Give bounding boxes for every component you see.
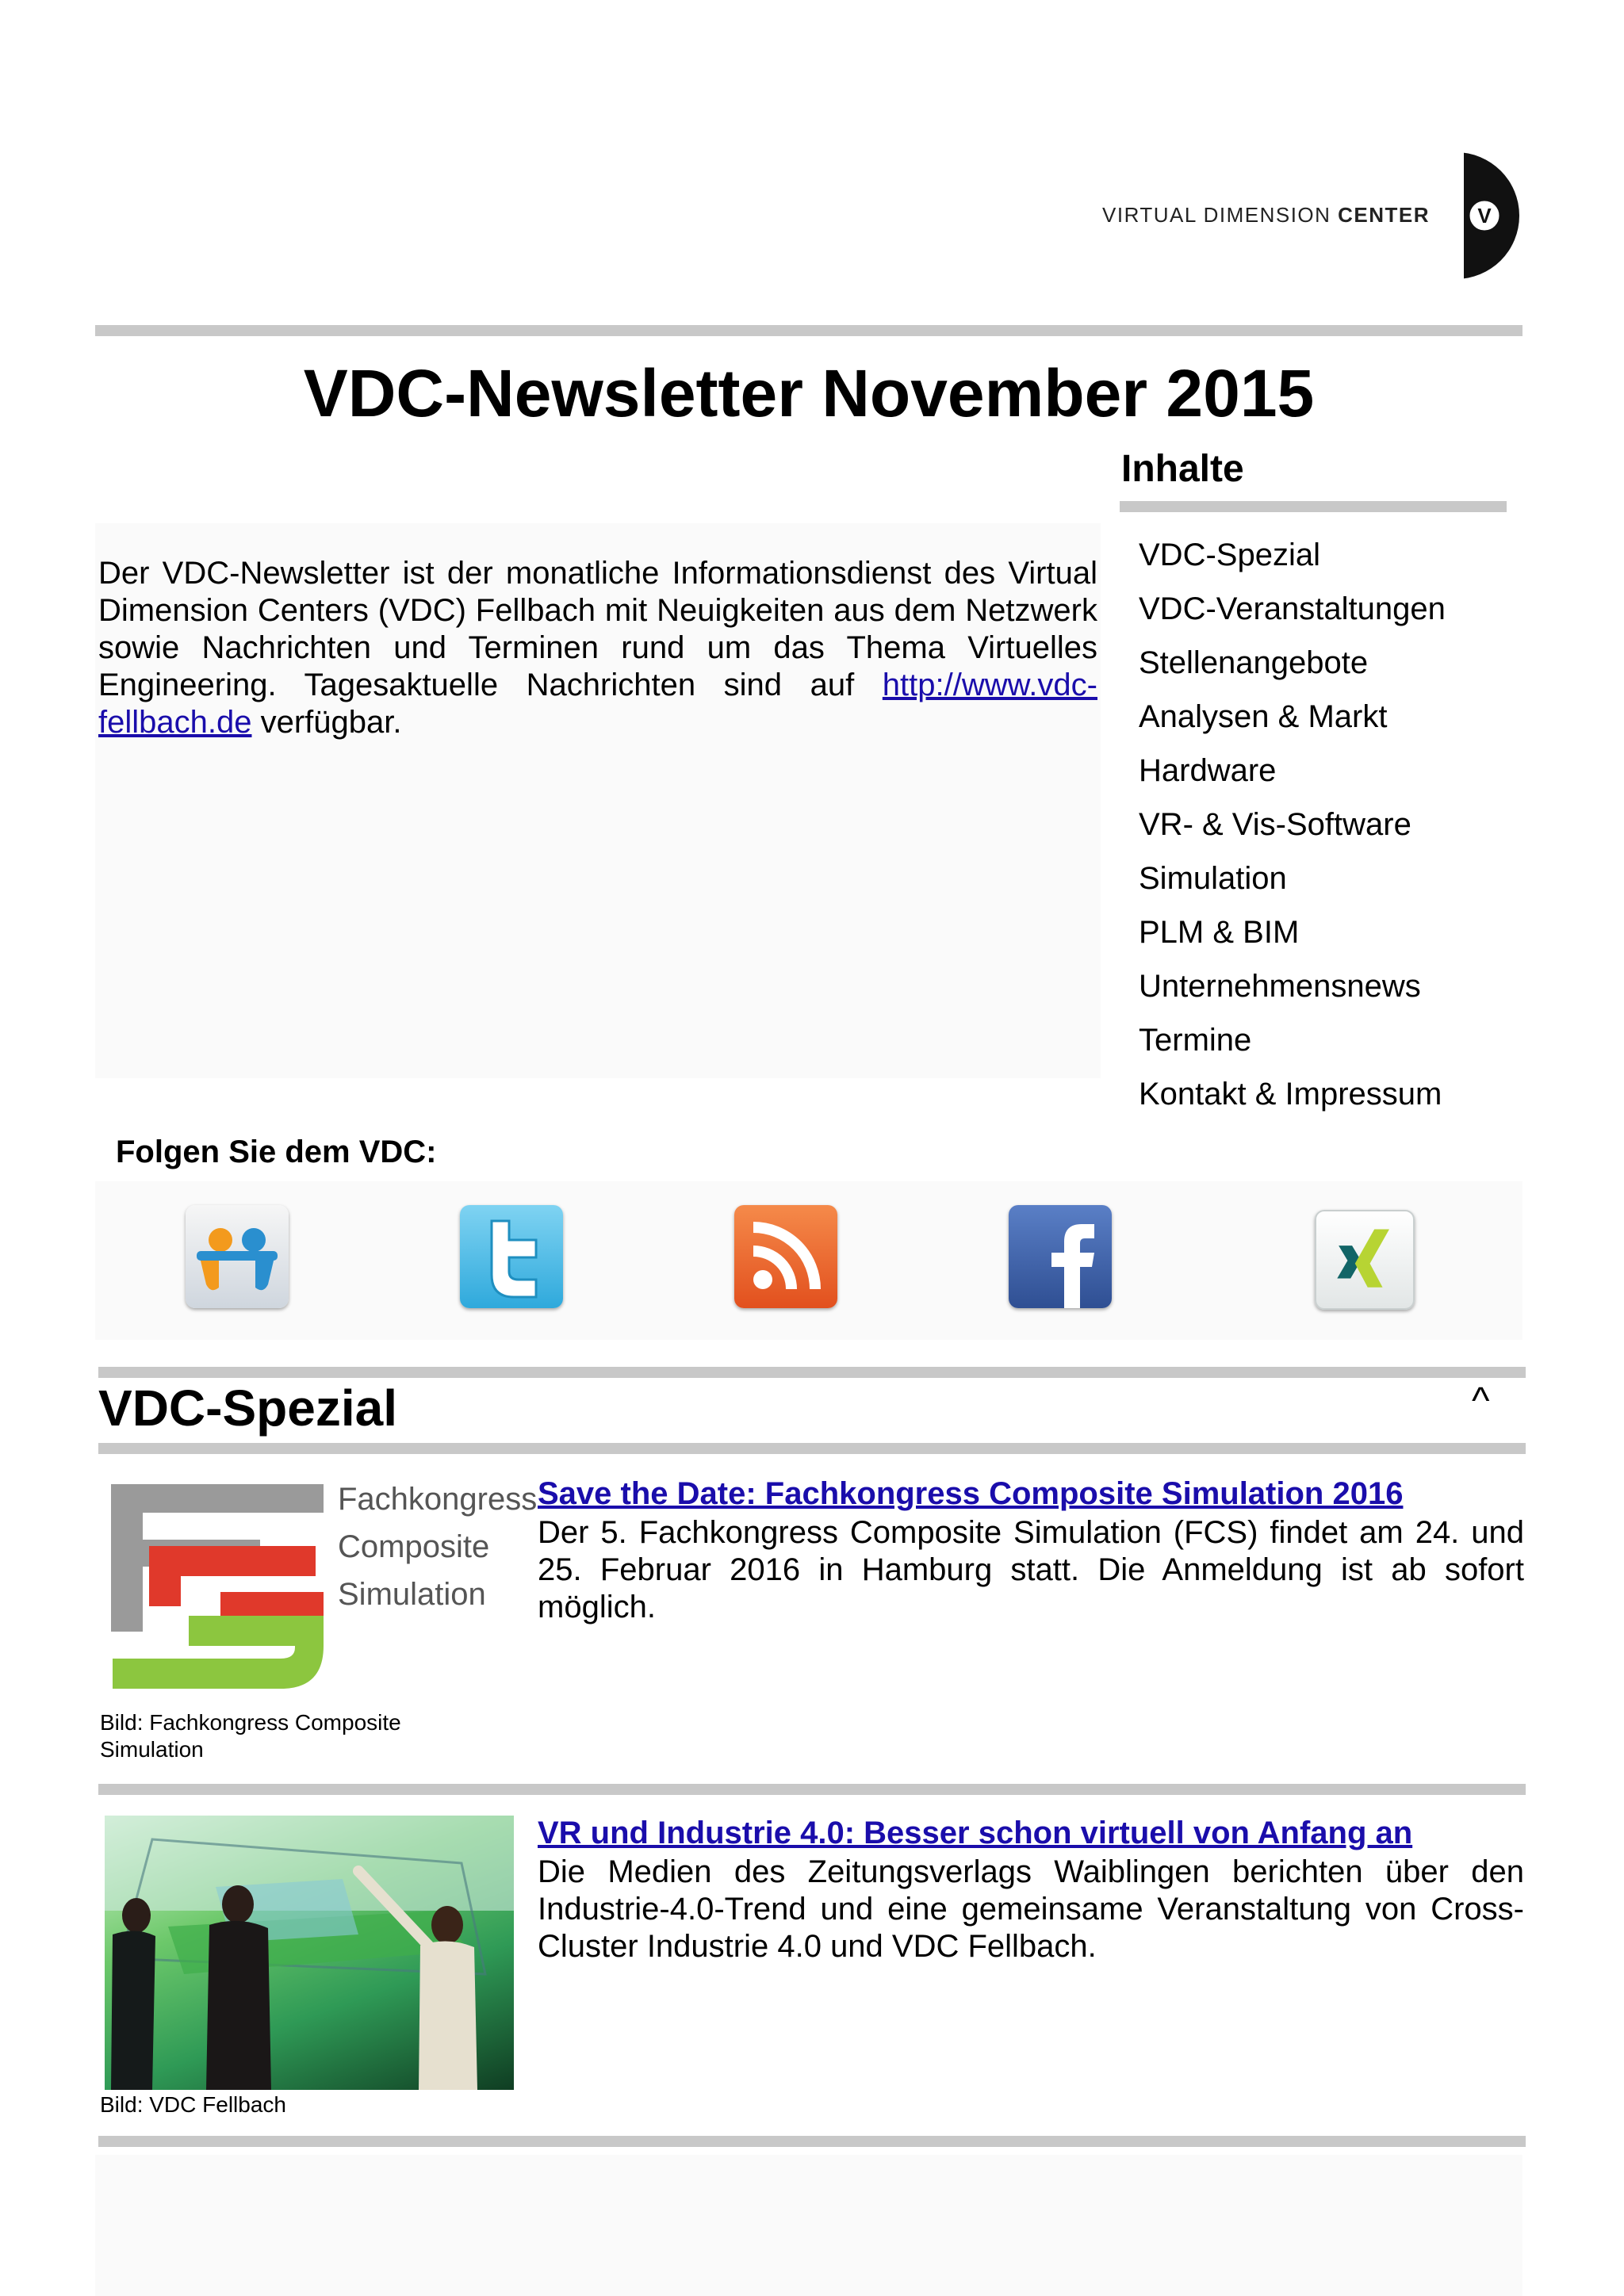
article-body-industrie: Die Medien des Zeitungsverlags Waiblingen berichten über den Industrie-4.0-Trend und eine gemeinsame Veranstaltung von Cross-Cluster Industrie 4.0 und VDC Fellbach. (538, 1854, 1524, 1964)
logo-wordmark: VIRTUAL DIMENSION CENTER (1102, 203, 1431, 227)
intro-suffix: verfügbar. (251, 705, 402, 740)
svg-text:Composite: Composite (338, 1529, 490, 1564)
svg-text:V: V (1477, 204, 1492, 228)
article-link-industrie[interactable]: VR und Industrie 4.0: Besser schon virtuell von Anfang an (538, 1816, 1413, 1850)
facebook-icon[interactable] (1009, 1205, 1112, 1308)
toc-heading: Inhalte (1121, 448, 1244, 490)
header-divider (95, 325, 1522, 336)
toc-item-analysen[interactable]: Analysen & Markt (1139, 699, 1388, 734)
section-bottom-divider (98, 1443, 1526, 1454)
article-divider (98, 1784, 1526, 1795)
back-to-top-link[interactable]: ^ (1472, 1380, 1490, 1422)
toc-item-hardware[interactable]: Hardware (1139, 753, 1277, 788)
twitter-icon[interactable] (460, 1205, 563, 1308)
image-caption: Bild: Fachkongress Composite Simulation (100, 1710, 401, 1762)
toc-list (1139, 528, 1519, 1121)
toc-item-simulation[interactable]: Simulation (1139, 861, 1287, 896)
rss-icon[interactable] (734, 1205, 837, 1308)
bottom-area (95, 2155, 1522, 2296)
svg-text:Simulation: Simulation (338, 1577, 486, 1612)
industrie-photo-image (105, 1816, 514, 2090)
article-divider (98, 2136, 1526, 2147)
fcs-logo-image (102, 1473, 538, 1703)
website-link[interactable]: http://www.vdc-fellbach.de (98, 668, 1097, 740)
toc-item-unternehmensnews[interactable]: Unternehmensnews (1139, 969, 1421, 1004)
toc-item-vdc-spezial[interactable]: VDC-Spezial (1139, 538, 1320, 572)
svg-text:Fachkongress: Fachkongress (338, 1482, 538, 1517)
slideshare-icon[interactable] (186, 1205, 289, 1308)
xing-icon[interactable] (1315, 1210, 1415, 1310)
intro-text (98, 555, 1097, 741)
article-body-fcs: Der 5. Fachkongress Composite Simulation (FCS) findet am 24. und 25. Februar 2016 in Hamburg statt. Die Anmeldung ist ab sofort möglich. (538, 1515, 1524, 1624)
toc-item-veranstaltungen[interactable]: VDC-Veranstaltungen (1139, 591, 1446, 626)
toc-divider (1120, 501, 1507, 512)
toc-item-kontakt[interactable]: Kontakt & Impressum (1139, 1077, 1442, 1112)
toc-item-termine[interactable]: Termine (1139, 1023, 1252, 1058)
intro-body: Der VDC-Newsletter ist der monatliche Informationsdienst des Virtual Dimension Centers (VDC) Fellbach mit Neuigkeiten aus dem Netzwerk sowie Nachrichten und Terminen rund um das Thema Virtuelles Engineering. Tagesaktuelle Nachrichten sind auf (98, 556, 1097, 702)
toc-item-plm-bim[interactable]: PLM & BIM (1139, 915, 1300, 950)
article-link-fcs[interactable]: Save the Date: Fachkongress Composite Simulation 2016 (538, 1476, 1404, 1511)
toc-item-stellenangebote[interactable]: Stellenangebote (1139, 645, 1369, 680)
vdc-logo-icon (1451, 152, 1522, 279)
follow-heading: Folgen Sie dem VDC: (116, 1135, 437, 1169)
image-caption: Bild: VDC Fellbach (100, 2092, 286, 2117)
toc-item-vr-vis-software[interactable]: VR- & Vis-Software (1139, 807, 1411, 842)
section-title: VDC-Spezial (98, 1380, 397, 1437)
page-title: VDC-Newsletter November 2015 (303, 356, 1315, 430)
